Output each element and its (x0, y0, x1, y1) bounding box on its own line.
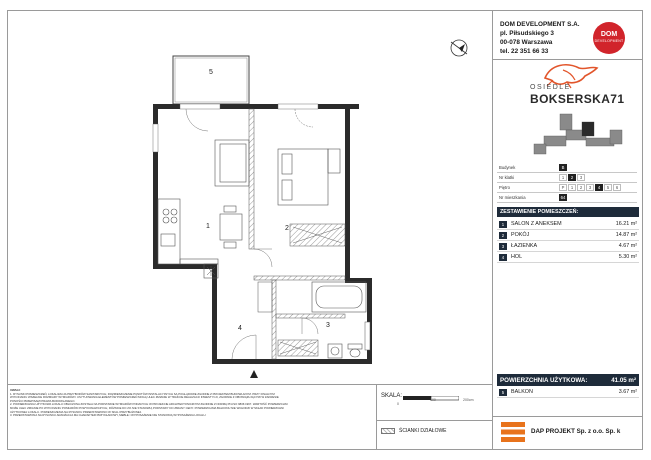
room-label-2: 2 (285, 225, 289, 232)
rooms-table (497, 219, 639, 263)
scale-label: SKALA: (381, 393, 403, 399)
bed (278, 149, 340, 205)
room-area: 16.21 m² (615, 221, 637, 227)
room-name: POKÓJ (511, 232, 530, 238)
room-name: BALKON (511, 389, 533, 395)
dom-development-logo (593, 22, 625, 54)
room-number: 5 (499, 389, 507, 396)
window (180, 104, 220, 109)
bathtub (312, 282, 366, 312)
partition-walls-swatch (381, 428, 395, 434)
note-line: 2. POWIERZCHNIA UŻYTKOWA LOKALU OBLICZONA ZOSTAŁA NA PODSTAWIE WYMIARÓW PODANYCH W PROJEKCIE ARCHITEKTONICZNYM ZGODNIE Z NORMĄ PN-ISO 9836:1997. WARTOŚĆ POWIERZCHNI (10, 402, 288, 407)
note-line: PONOŚCI PRZEPISAMI PRAWA BUDOWLANEGO. (10, 398, 76, 403)
rooms-header: ZESTAWIENIE POMIESZCZEŃ: (497, 207, 639, 217)
window (278, 104, 318, 109)
logo-subtext: DEVELOPMENT (594, 39, 624, 43)
room-label-1: 1 (206, 223, 210, 230)
estate-line2: BOKSERSKA (530, 92, 611, 106)
company-street: pl. Piłsudskiego 3 (500, 30, 554, 37)
room-area: 4.67 m² (618, 243, 637, 249)
info-cell: 2 (568, 174, 576, 181)
company-city: 00-078 Warszawa (500, 39, 553, 46)
north-arrow-icon (451, 40, 467, 56)
scale-tick-100: 100 (430, 398, 436, 402)
estate-line1: OSIEDLE (530, 84, 571, 91)
info-cell: P (559, 184, 567, 191)
room-row (497, 241, 639, 252)
note-line: WYKONANIU WSZELKIE ROZMIARY WYMIARÓW I USYTUOWANIA ELEMENTÓW POMIESZCZEŃ MOGĄ ULEC ZMIANIE W TRAKCIE REALIZACJI INWESTYCJI, ZGODNIE Z OBOWIĄZUJĄCYMI W ZAKRESIE (10, 395, 279, 400)
note-line: UŻYTKOWEJ LOKALU. POMIESZCZENIA NA RYSUNKU PRZEDSTAWIONO W SKALI PRZYBLIŻONEJ. (10, 409, 142, 414)
info-label: Piętro (499, 185, 510, 190)
note-line: 1. RYSUNKI POMIESZCZEŃ, LOKALIZACJA PRZYBORÓW SANITARNYCH, ROZMIESZCZENIE PUNKTÓW INSTALACYJNYCH SĄ POGLĄDOWE ZGODNE Z PROJEKTEM BUDOWLANYM. PRZY FINALNYM (10, 391, 275, 396)
room-name: HOL (511, 254, 523, 260)
dining-table (220, 206, 242, 248)
company-phone: tel. 22 351 66 33 (500, 48, 549, 55)
info-row-floor (497, 183, 637, 193)
sheet-divider (492, 10, 493, 450)
info-cell: 3 (577, 174, 585, 181)
info-cell: 64 (560, 195, 566, 200)
room-row (497, 230, 639, 241)
info-cell: 6 (613, 184, 621, 191)
toilet (348, 344, 362, 357)
kitchen-counter (158, 199, 218, 264)
room-number: 1 (499, 221, 507, 228)
scale-divider (376, 384, 377, 450)
balcony (173, 56, 249, 104)
legend-divider (376, 420, 492, 421)
notes-divider (7, 384, 492, 385)
key-plan (526, 112, 638, 158)
info-row-staircase (497, 173, 637, 183)
bathroom-radiator (365, 322, 370, 350)
estate-number: 71 (610, 92, 625, 106)
info-cell: 5 (604, 184, 612, 191)
company-info (500, 20, 580, 56)
room-label-5: 5 (209, 69, 213, 76)
note-line: 3. PRZEDSTAWIONA NA RYSUNKU ARANŻACJA MA CHARAKTER PRZYKŁADOWY, MEBLE I WYPOSAŻENIE NIE STANOWIĄ WYPOSAŻENIA LOKALU. (10, 413, 207, 418)
room-label-3: 3 (326, 322, 330, 329)
usable-area-value: 41.05 m² (611, 376, 636, 384)
room-area: 14.87 m² (615, 232, 637, 238)
room-label-4: 4 (238, 325, 242, 332)
room-area: 3.67 m² (618, 389, 637, 395)
room-row (497, 252, 639, 263)
floor-plan (10, 14, 490, 384)
company-name: DOM DEVELOPMENT S.A. (500, 21, 580, 28)
info-cell: 3 (586, 184, 594, 191)
notes (10, 389, 376, 418)
sink (328, 344, 342, 358)
room-name: SALON Z ANEKSEM (511, 221, 562, 227)
info-row-apartment (497, 193, 637, 203)
apartment-info-grid (497, 163, 637, 203)
dap-projekt-logo (500, 420, 526, 444)
hall-cabinet (258, 282, 272, 312)
entrance-arrow-icon (250, 370, 258, 378)
info-cell: 1 (559, 174, 567, 181)
architect-name: DAP PROJEKT Sp. z o.o. Sp. k (531, 428, 621, 435)
logo-text: DOM (600, 31, 618, 38)
room-number: 3 (499, 243, 507, 250)
room-number: 4 (499, 254, 507, 261)
info-cell: B (559, 164, 567, 171)
room-name: ŁAZIENKA (511, 243, 538, 249)
info-label: Budynek (499, 165, 516, 170)
info-label: Nr mieszkania (499, 195, 526, 200)
info-cell: 4 (595, 184, 603, 191)
footer-divider (492, 416, 643, 417)
room-number: 2 (499, 232, 507, 239)
note-line: MOŻE ULEC ZMIANIE PO WYKONANIU POMIARÓW POWYKONAWCZYCH, RÓŻNICE DO 2% NIE STANOWIĄ PODSTAWY DO ZMIANY CENY. POWIERZCHNIA BALKONU NIE WCHODZI W SKŁAD POWIERZCHNI (10, 405, 284, 410)
info-row-building (497, 163, 637, 173)
notes-heading: UWAGI: (10, 388, 21, 392)
estate-name (530, 92, 624, 106)
window (153, 124, 158, 152)
partition-walls-label: ŚCIANKI DZIAŁOWE (399, 428, 447, 434)
scale-tick-200: 200cm (463, 398, 474, 402)
info-cell: 1 (568, 184, 576, 191)
info-label: Nr klatki (499, 175, 515, 180)
usable-area-label: POWIERZCHNIA UŻYTKOWA: (500, 376, 588, 384)
sofa (215, 140, 249, 186)
usable-area (497, 374, 639, 386)
balcony-row (497, 387, 639, 398)
room-row (497, 219, 639, 230)
room-area: 5.30 m² (618, 254, 637, 260)
scale-tick-0: 0 (397, 402, 399, 406)
info-cell: 2 (577, 184, 585, 191)
